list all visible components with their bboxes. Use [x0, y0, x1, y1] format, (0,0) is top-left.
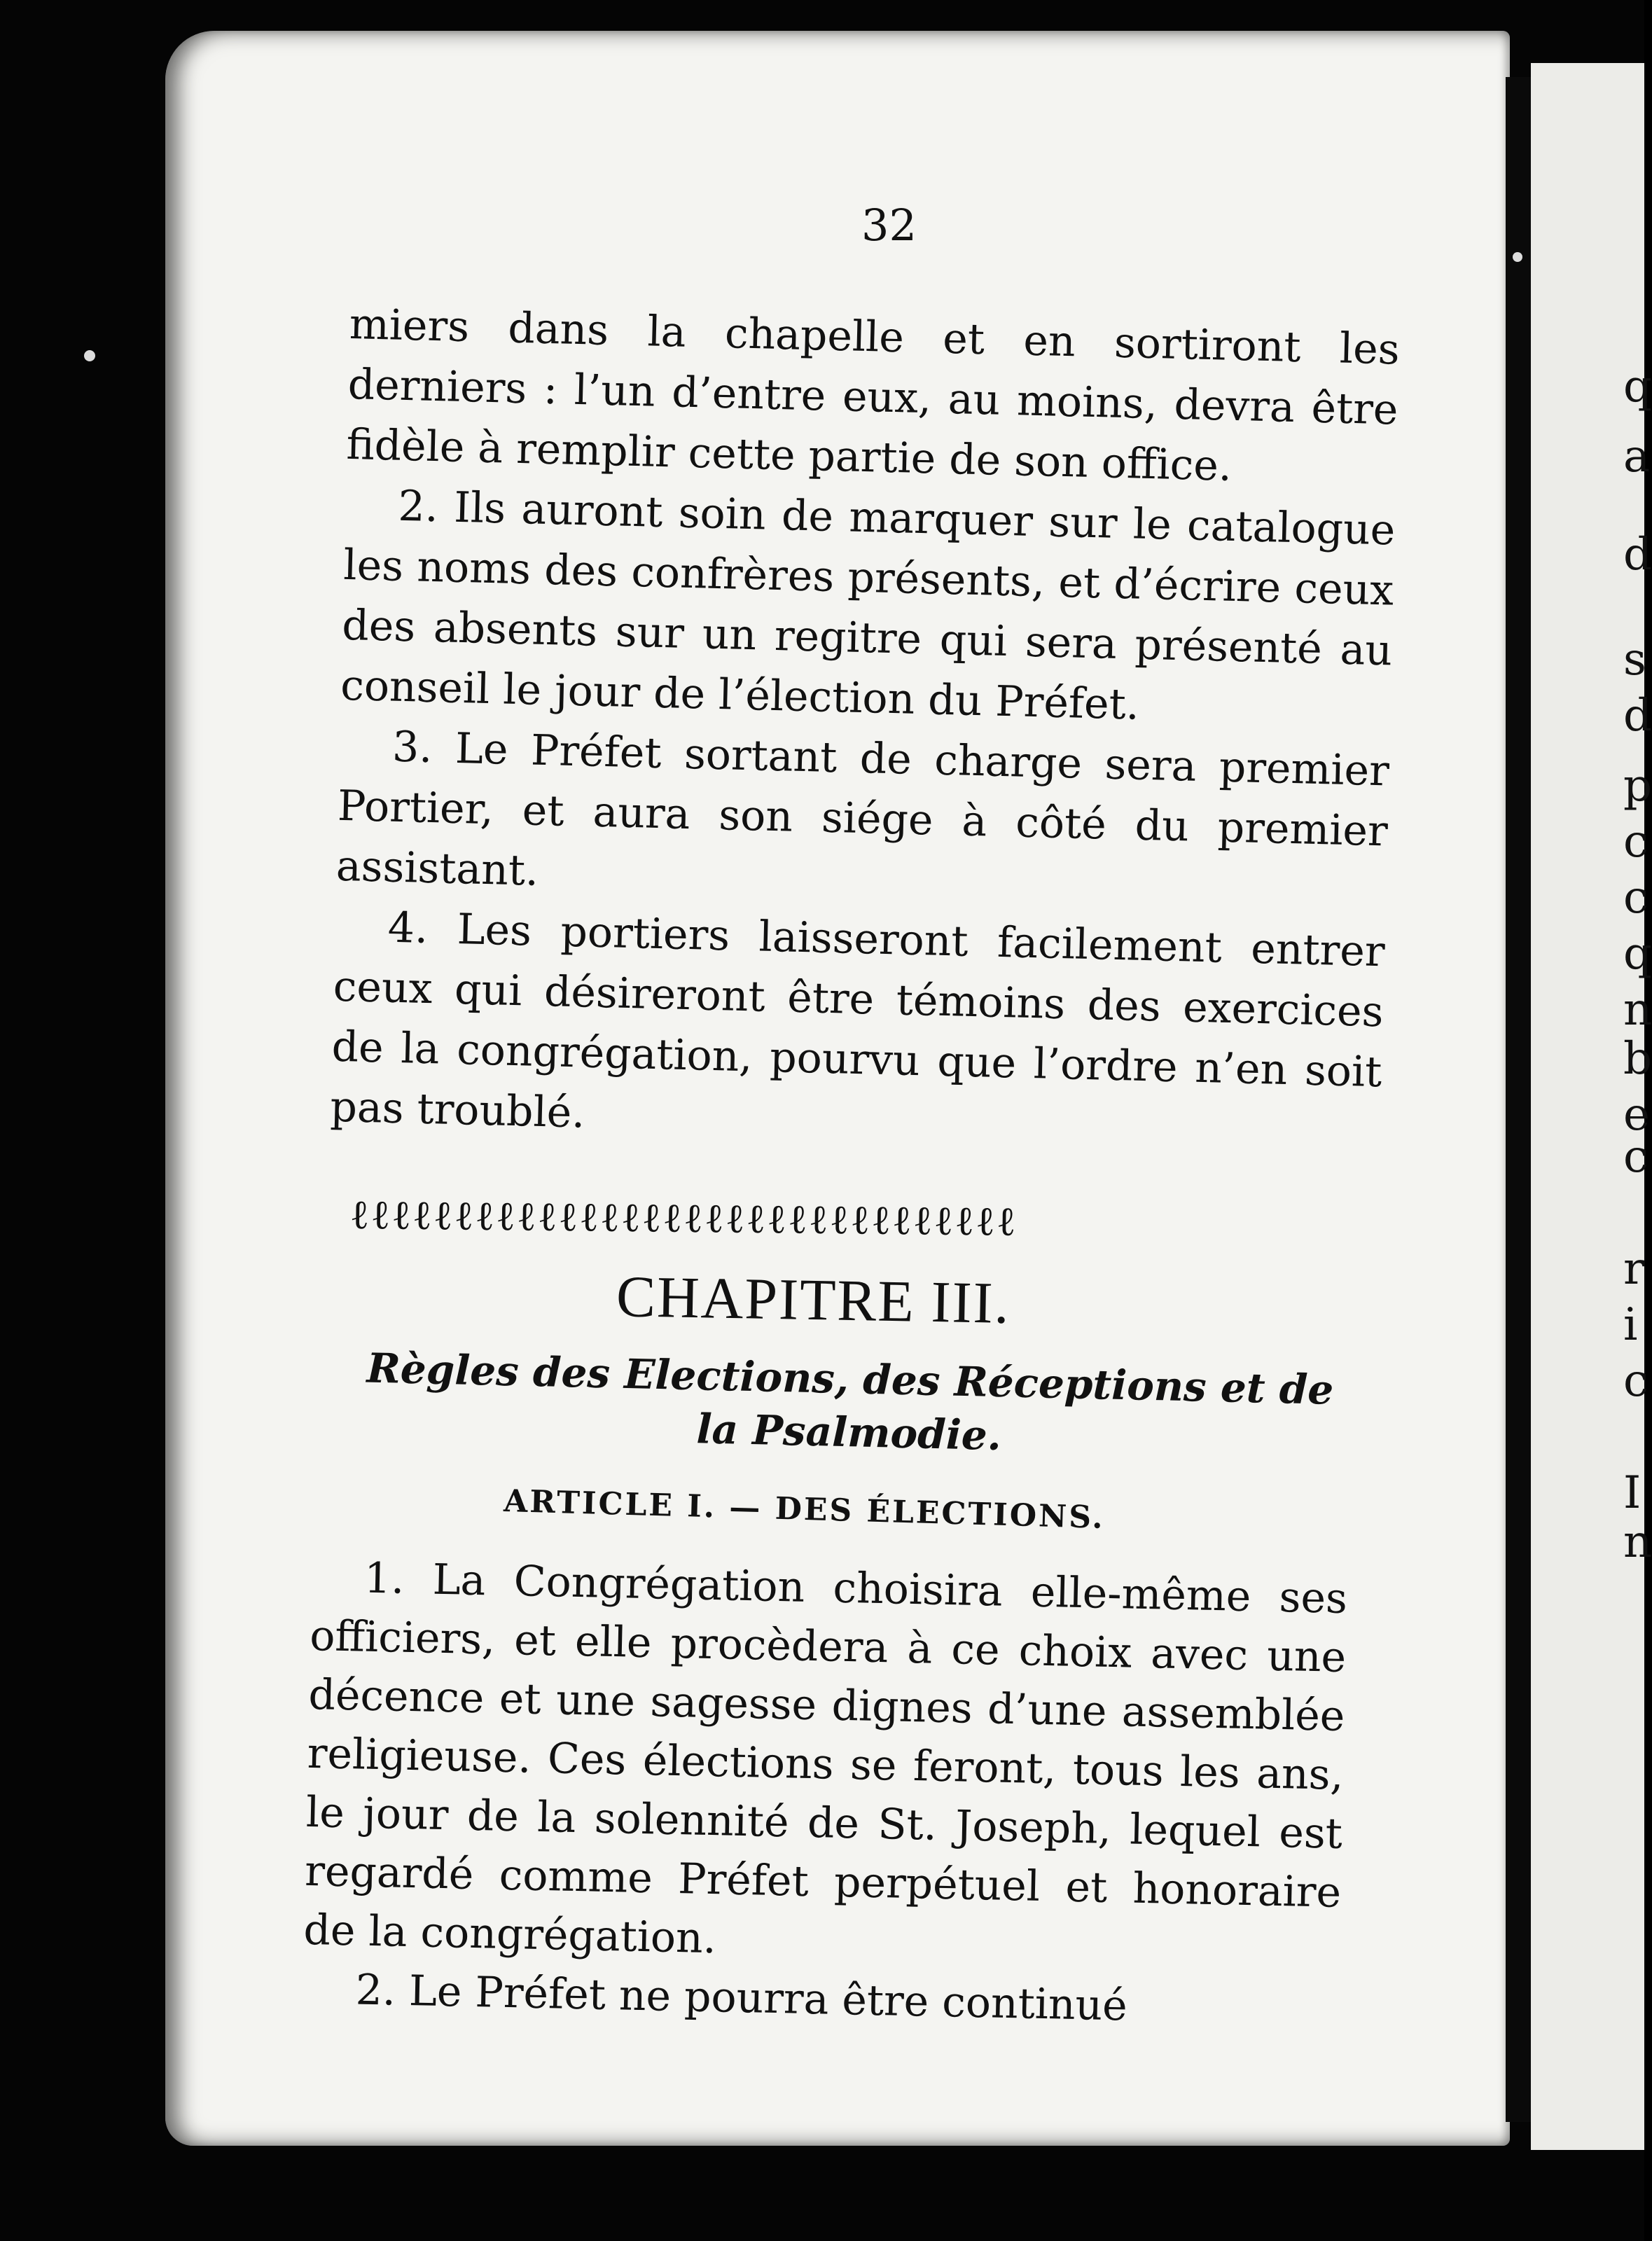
facing-page-letter: a [1623, 431, 1651, 483]
article-paragraph-2: 2. Le Préfet ne pourra être continué [355, 1965, 1128, 2031]
page-number: 32 [861, 200, 917, 251]
facing-page-letter: p [1623, 760, 1652, 812]
facing-page-letter: i [1623, 1299, 1638, 1351]
facing-page-letter: n [1623, 984, 1652, 1036]
chapter-title: CHAPITRE III. [616, 1264, 1011, 1336]
facing-page-letter: n [1623, 1516, 1652, 1568]
paragraph-3: 3. Le Préfet sortant de charge sera premier Portier, et aura son siége à côté du premier assistant. [335, 722, 1390, 896]
chapter-subtitle: Règles des Elections, des Réceptions et de la Psalmodie. [366, 1344, 1335, 1460]
paragraph-2: 2. Ils auront soin de marquer sur le catalogue les noms des confrères présents, et d’écrire ceux des absents sur un regitre qui sera présenté au conseil le jour de l’élection du Préfet. [340, 481, 1396, 730]
text-block-bottom [302, 1548, 1348, 2040]
article-paragraph-1: 1. La Congrégation choisira elle-même ses officiers, et elle procèdera à ce choix avec une décence et une sagesse dignes d’une assemblée religieuse. Ces élections se feront, tous les ans, le jour de la solennité de St. Joseph, lequel est regardé comme Préfet perpétuel et honoraire de la congrégation. [303, 1553, 1348, 1964]
text-block-top [330, 294, 1401, 1163]
facing-page-letter: c [1623, 816, 1648, 868]
ornamental-rule: ℓℓℓℓℓℓℓℓℓℓℓℓℓℓℓℓℓℓℓℓℓℓℓℓℓℓℓℓℓℓℓℓ [349, 1191, 1018, 1245]
dust-speck [1513, 252, 1522, 262]
facing-page-letter: c [1623, 1355, 1648, 1407]
facing-page-letter: d [1623, 690, 1652, 742]
facing-page-letter: c [1623, 872, 1648, 924]
facing-page-letter: s [1623, 634, 1646, 686]
paragraph-4: 4. Les portiers laisseront facilement entrer ceux qui désireront être témoins des exercices de la congrégation, pourvu que l’ordre n’en soit pas troublé. [329, 903, 1386, 1138]
article-heading: ARTICLE I. — DES ÉLECTIONS. [503, 1483, 1106, 1536]
facing-page-letter: d [1623, 529, 1652, 581]
dust-speck [84, 350, 95, 361]
facing-page-letter: r [1623, 1243, 1645, 1295]
facing-page-letter: q [1623, 928, 1652, 980]
paragraph-continuation: miers dans la chapelle et en sortiront les derniers : l’un d’entre eux, au moins, devra être fidèle à remplir cette partie de son office. [345, 299, 1401, 491]
facing-page-letter: q [1623, 361, 1652, 412]
facing-page-letter: I [1623, 1467, 1641, 1519]
facing-page-letter: e [1623, 1089, 1650, 1141]
facing-page-letter: b [1623, 1033, 1652, 1085]
facing-page-letter: c [1623, 1131, 1648, 1183]
book-gutter [1506, 77, 1531, 2122]
